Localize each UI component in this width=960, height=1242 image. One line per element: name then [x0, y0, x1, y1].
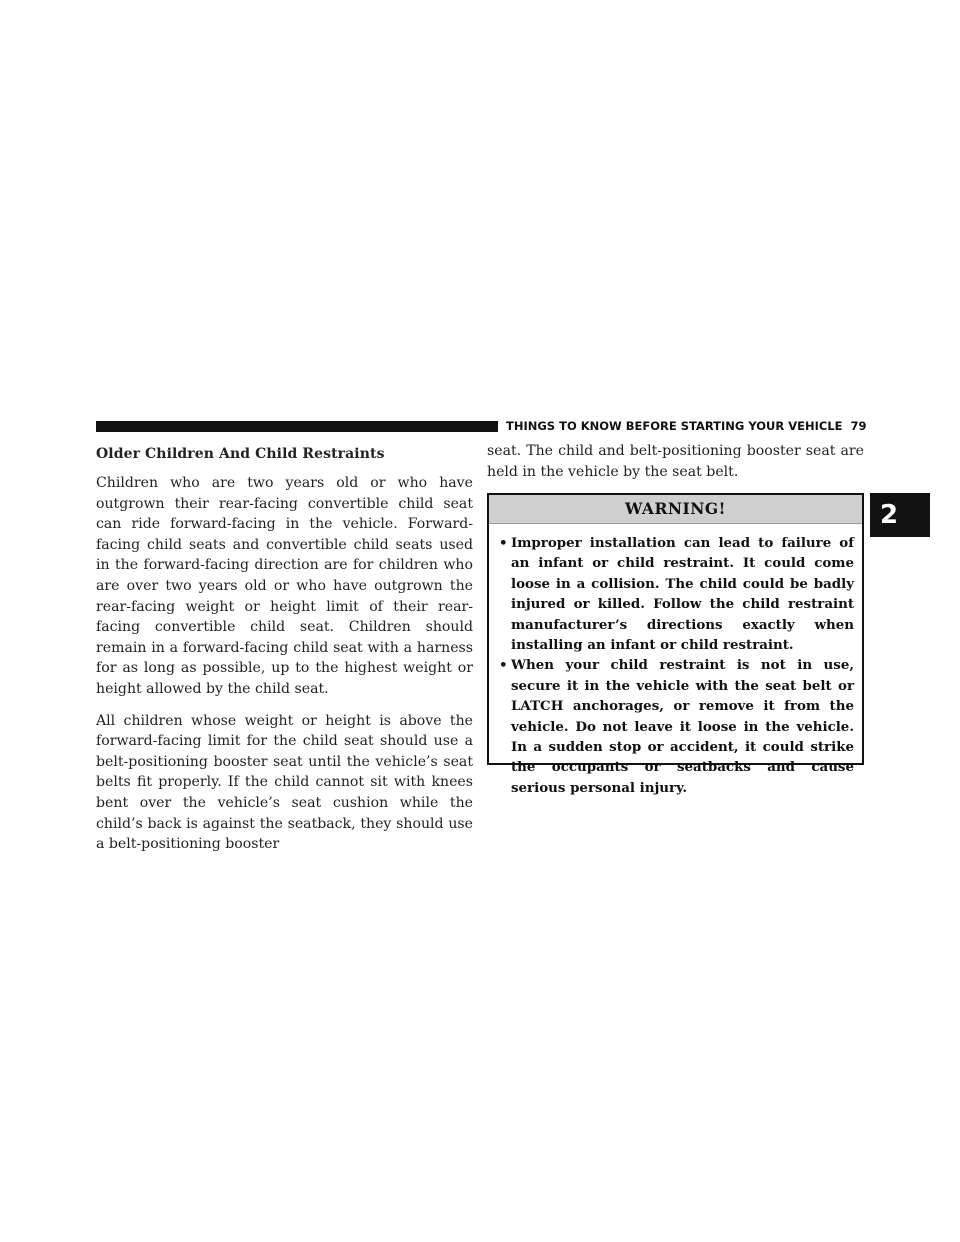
section-heading: Older Children And Child Restraints — [96, 446, 385, 462]
chapter-tab — [870, 493, 930, 537]
warning-item-text: Improper installation can lead to failure of an infant or child restraint. It could come loose in a collision. The child could be badly injured or killed. Follow the child restraint manufacturer’s directions exactly when installing an infant or child restraint. — [511, 535, 854, 654]
warning-item-text: When your child restraint is not in use, secure it in the vehicle with the seat belt or LATCH anchorages, or remove it from the vehicle. Do not leave it loose in the vehicle. In a sudden stop or accident, it could strike the occupants or seatbacks and cause serious personal injury. — [511, 657, 854, 796]
continuation-paragraph: seat. The child and belt-positioning booster seat are held in the vehicle by the seat belt. — [487, 443, 864, 480]
right-column — [487, 441, 864, 482]
header-rule — [96, 421, 498, 432]
running-title: THINGS TO KNOW BEFORE STARTING YOUR VEHICLE — [506, 419, 843, 433]
bullet-icon: • — [499, 535, 508, 551]
body-paragraph: Children who are two years old or who have outgrown their rear-facing convertible child seat can ride forward-facing in the vehicle. Forward-facing child seats and convertible child seats used in the forward-facing direction are for children who are over two years old or who have outgrown the rear-facing weight or height limit of their rear-facing convertible child seat. Children should remain in a forward-facing child seat with a harness for as long as possible, up to the highest weight or height allowed by the child seat. — [96, 475, 473, 697]
page-number: 79 — [850, 419, 867, 433]
left-column — [96, 443, 473, 866]
warning-item — [499, 533, 854, 655]
bullet-icon: • — [499, 657, 508, 674]
warning-item — [499, 655, 854, 798]
running-header — [506, 416, 867, 436]
chapter-number: 2 — [880, 500, 899, 530]
warning-list — [489, 524, 862, 798]
warning-title: WARNING! — [489, 495, 862, 524]
warning-box — [487, 493, 864, 796]
body-paragraph: All children whose weight or height is above the forward-facing limit for the child seat should use a belt-positioning booster seat until the vehicle’s seat belts fit properly. If the child cannot sit with knees bent over the vehicle’s seat cushion while the child’s back is against the seatback, they should use a belt-positioning booster — [96, 712, 473, 853]
